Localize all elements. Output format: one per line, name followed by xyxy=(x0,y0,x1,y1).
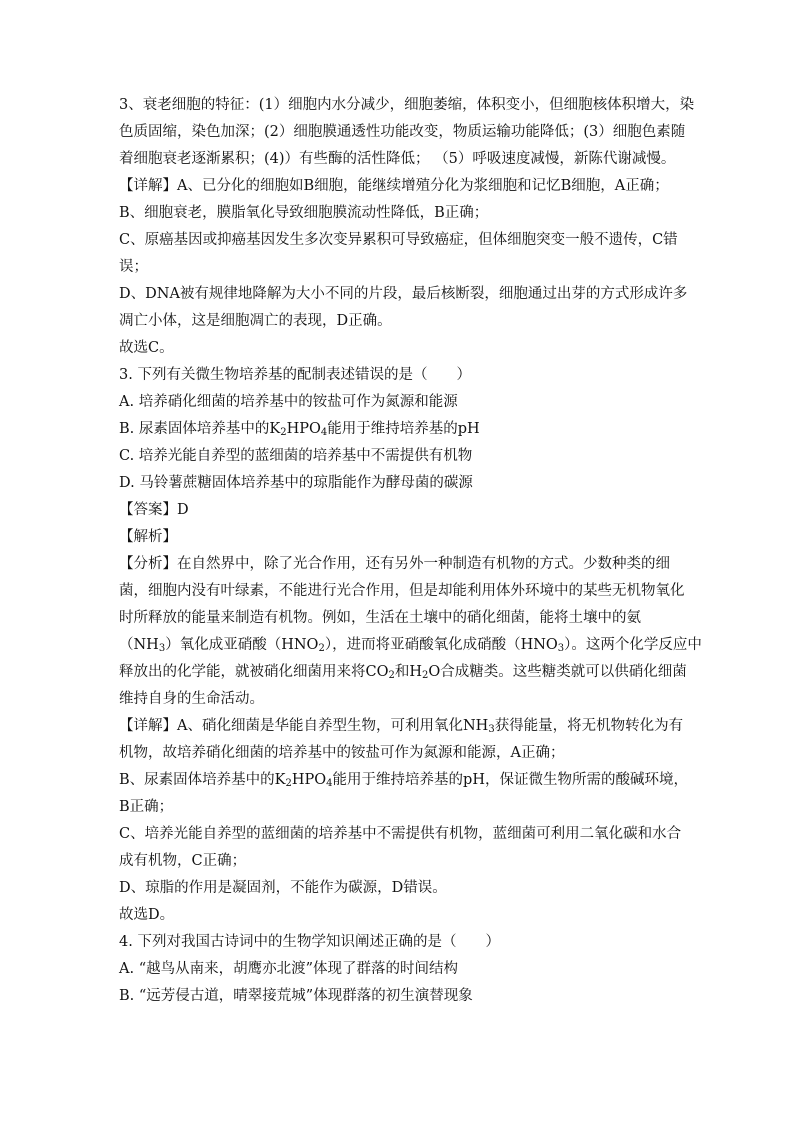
text-line: 维持自身的生命活动。 xyxy=(119,691,264,707)
question-4-option-b: B. “远芳侵古道，晴翠接荒城”体现群落的初生演替现象 xyxy=(119,988,473,1004)
question-3-stem: 3. 下列有关微生物培养基的配制表述错误的是（ ） xyxy=(119,367,471,383)
text-line: $(NH_3)$氧化成亚硝酸$(HNO_2)$，进而将亚硝酸氧化成硝酸$(HNO_3)$。这两个化学反应中 xyxy=(119,637,702,654)
analysis-label: 【解析】 xyxy=(119,529,177,545)
text-line: 3、衰老细胞的特征：(1）细胞内水分减少，细胞萎缩，体积变小，但细胞核体积增大，染 xyxy=(119,97,695,113)
text-line: 时所释放的能量来制造有机物。例如，生活在土壤中的硝化细菌，能将土壤中的氨 xyxy=(119,610,641,626)
question-3-option-c: C. 培养光能自养型的蓝细菌的培养基中不需提供有机物 xyxy=(119,448,473,464)
text-line: 凋亡小体，这是细胞凋亡的表现，D正确。 xyxy=(119,313,392,329)
text-line: 成有机物，C正确； xyxy=(119,853,247,869)
question-3-option-d: D. 马铃薯蔗糖固体培养基中的琼脂能作为酵母菌的碳源 xyxy=(119,475,473,491)
question-4-stem: 4. 下列对我国古诗词中的生物学知识阐述正确的是（ ） xyxy=(119,934,500,950)
text-line: 菌，细胞内没有叶绿素，不能进行光合作用，但是却能利用体外环境中的某些无机物氧化 xyxy=(119,583,685,599)
document-body xyxy=(119,92,702,1010)
question-3-option-a: A. 培养硝化细菌的培养基中的铵盐可作为氮源和能源 xyxy=(119,394,458,410)
text-line: D、琼脂的作用是凝固剂，不能作为碳源，D错误。 xyxy=(119,880,447,896)
text-line: B正确； xyxy=(119,799,174,815)
text-line: 故选C。 xyxy=(119,340,174,356)
text-line: 释放出的化学能，就被硝化细菌用来将$CO_2$和$H_2O$合成糖类。这些糖类就可以供硝化细菌 xyxy=(119,664,687,681)
text-line: 【详解】A、硝化细菌是华能自养型生物，可利用氧化$NH_3$获得能量，将无机物转化为有 xyxy=(119,718,684,735)
text-line: C、原癌基因或抑癌基因发生多次变异累积可导致癌症，但体细胞突变一般不遗传，C错 xyxy=(119,232,678,248)
question-3-option-b: B. 尿素固体培养基中的$K_2HPO_4$能用于维持培养基的pH xyxy=(119,421,480,438)
text-line: 色质固缩，染色加深；(2）细胞膜通透性功能改变，物质运输功能降低；(3）细胞色素随 xyxy=(119,124,686,140)
text-line: B、尿素固体培养基中的$K_2HPO_4$能用于维持培养基的pH，保证微生物所需的酸碱环境， xyxy=(119,772,688,789)
text-line: B、细胞衰老，膜脂氧化导致细胞膜流动性降低，B正确； xyxy=(119,205,489,221)
question-4-option-a: A. “越鸟从南来，胡鹰亦北渡”体现了群落的时间结构 xyxy=(119,961,459,977)
text-line: C、培养光能自养型的蓝细菌的培养基中不需提供有机物，蓝细菌可利用二氧化碳和水合 xyxy=(119,826,682,842)
text-line: 机物，故培养硝化细菌的培养基中的铵盐可作为氮源和能源，A正确； xyxy=(119,745,565,761)
text-line: 【详解】A、已分化的细胞如B细胞，能继续增殖分化为浆细胞和记忆B细胞，A正确； xyxy=(119,178,669,194)
text-line: 误； xyxy=(119,259,148,275)
answer-label: 【答案】D xyxy=(119,502,189,518)
text-line: 故选D。 xyxy=(119,907,175,923)
text-line: D、DNA被有规律地降解为大小不同的片段，最后核断裂，细胞通过出芽的方式形成许多 xyxy=(119,286,688,302)
text-line: 【分析】在自然界中，除了光合作用，还有另外一种制造有机物的方式。少数种类的细 xyxy=(119,556,670,572)
text-line: 着细胞衰老逐渐累积；(4)）有些酶的活性降低； （5）呼吸速度减慢，新陈代谢减慢。 xyxy=(119,151,676,167)
